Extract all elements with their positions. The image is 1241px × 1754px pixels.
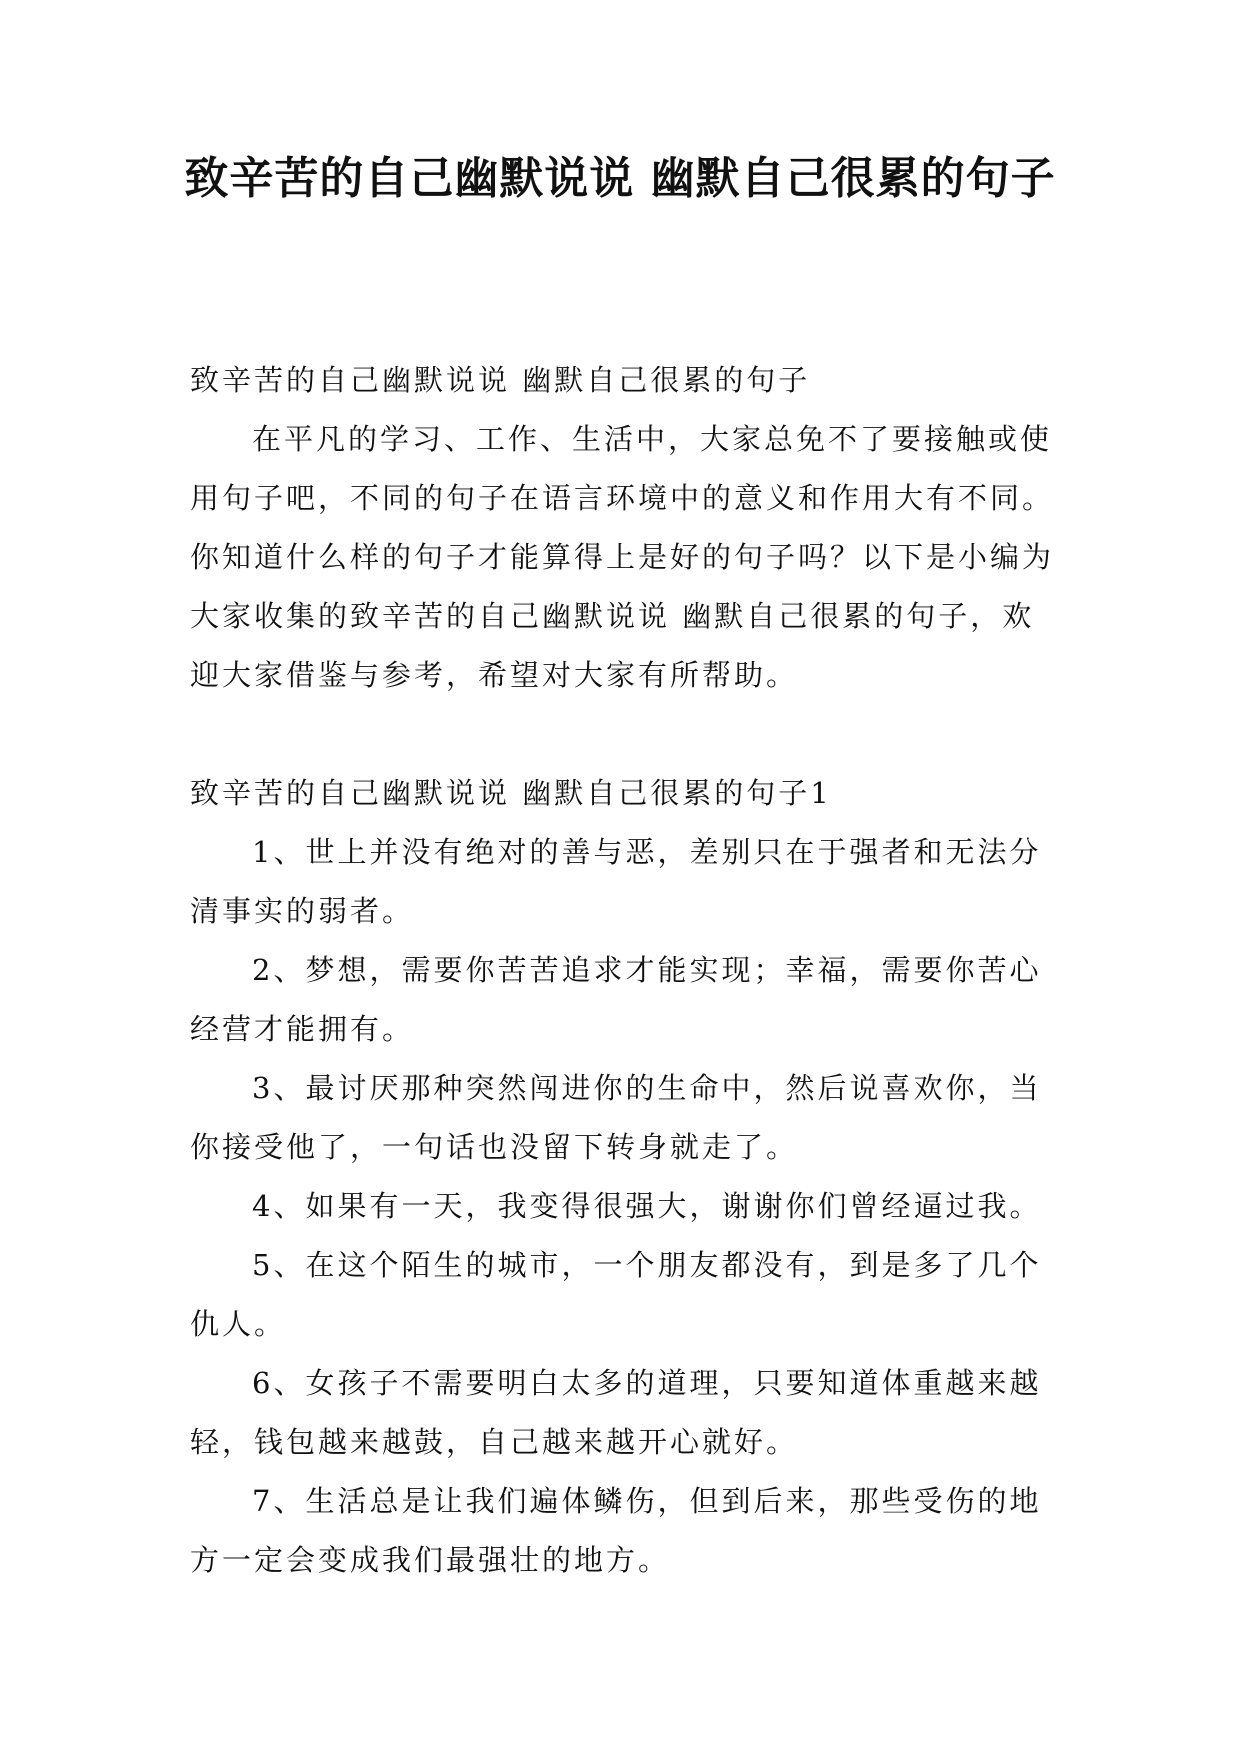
document-title: 致辛苦的自己幽默说说 幽默自己很累的句子 [184, 153, 1056, 204]
list-item: 1、世上并没有绝对的善与恶，差别只在于强者和无法分清事实的弱者。 [190, 835, 1042, 928]
intro-paragraph: 在平凡的学习、工作、生活中，大家总免不了要接触或使用句子吧，不同的句子在语言环境中的意义和作用大有不同。你知道什么样的句子才能算得上是好的句子吗？以下是小编为大家收集的致辛苦的自己幽默说说 幽默自己很累的句子，欢迎大家借鉴与参考，希望对大家有所帮助。 [190, 422, 1055, 692]
list-item: 5、在这个陌生的城市，一个朋友都没有，到是多了几个仇人。 [190, 1248, 1042, 1341]
subtitle: 致辛苦的自己幽默说说 幽默自己很累的句子 [190, 363, 811, 397]
list-item: 4、如果有一天，我变得很强大，谢谢你们曾经逼过我。 [252, 1189, 1042, 1223]
document-body [190, 351, 1060, 1590]
list-item: 2、梦想，需要你苦苦追求才能实现；幸福，需要你苦心经营才能拥有。 [190, 953, 1042, 1046]
section-heading: 致辛苦的自己幽默说说 幽默自己很累的句子1 [190, 776, 832, 810]
list-item: 6、女孩子不需要明白太多的道理，只要知道体重越来越轻，钱包越来越鼓，自己越来越开心就好。 [190, 1366, 1042, 1459]
list-item: 7、生活总是让我们遍体鳞伤，但到后来，那些受伤的地方一定会变成我们最强壮的地方。 [190, 1484, 1042, 1577]
list-item: 3、最讨厌那种突然闯进你的生命中，然后说喜欢你，当你接受他了，一句话也没留下转身就走了。 [190, 1071, 1042, 1164]
